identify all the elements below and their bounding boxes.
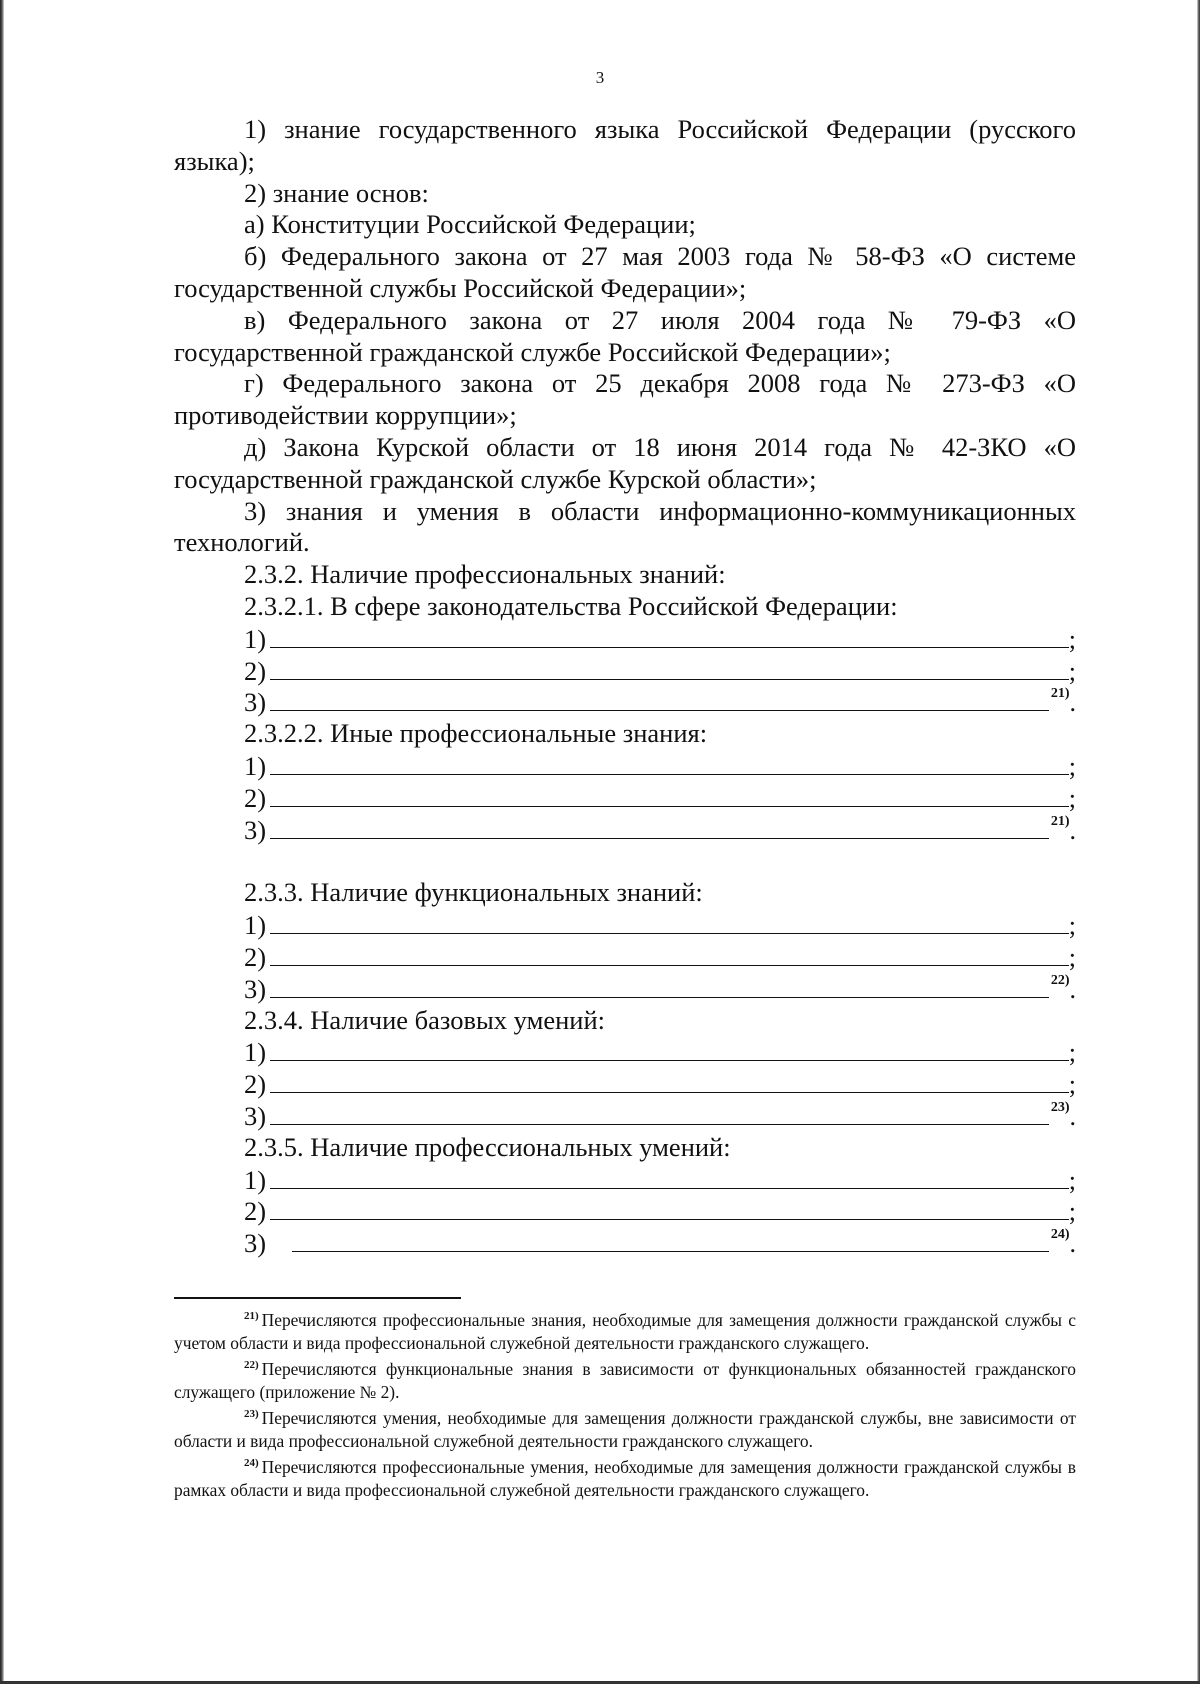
fill-line[interactable] bbox=[174, 1100, 1076, 1132]
scan-edge-left bbox=[0, 0, 4, 1684]
line-ending: ; bbox=[1068, 783, 1076, 813]
paragraph-item-2b: б) Федерального закона от 27 мая 2003 года № 58-ФЗ «О системе государственной службы Российской Федерации»; bbox=[174, 241, 1076, 303]
section-spacer bbox=[174, 845, 1076, 877]
blank-line[interactable] bbox=[270, 1100, 1049, 1125]
footnote-ref: 21) bbox=[1050, 686, 1070, 702]
paragraph-item-2g: г) Федерального закона от 25 декабря 2008 года № 273-ФЗ «О противодействии коррупции»; bbox=[174, 368, 1076, 431]
line-ending: . bbox=[1069, 1229, 1076, 1259]
item-number: 1) bbox=[244, 910, 267, 941]
blank-line[interactable] bbox=[270, 655, 1069, 680]
fill-line[interactable] bbox=[174, 909, 1076, 941]
blank-line[interactable] bbox=[270, 909, 1069, 934]
footnote-mark: 21) bbox=[244, 1310, 259, 1323]
fill-line[interactable] bbox=[174, 655, 1076, 687]
line-ending: ; bbox=[1068, 1165, 1076, 1195]
item-number: 2) bbox=[244, 655, 267, 686]
footnote-ref: 21) bbox=[1050, 813, 1070, 829]
fill-line[interactable] bbox=[174, 1195, 1076, 1227]
line-ending: ; bbox=[1068, 942, 1076, 972]
paragraph-item-2d: д) Закона Курской области от 18 июня 2014 года № 42-ЗКО «О государственной гражданской службе Курской области»; bbox=[174, 431, 1076, 494]
item-number: 3) bbox=[244, 1100, 267, 1131]
fill-line[interactable] bbox=[174, 623, 1076, 655]
line-ending: ; bbox=[1068, 751, 1076, 781]
paragraph-item-2: 2) знание основ: bbox=[244, 177, 429, 208]
fill-line[interactable] bbox=[174, 1164, 1076, 1196]
line-ending: ; bbox=[1068, 1070, 1076, 1100]
footnote-text: Перечисляются функциональные знания в зависимости от функциональных обязанностей гражданского служащего (приложение № 2). bbox=[174, 1359, 1076, 1402]
item-number: 3) bbox=[244, 973, 267, 1004]
section-2-3-2-title: 2.3.2. Наличие профессиональных знаний: bbox=[244, 559, 726, 590]
section-2-3-5-title: 2.3.5. Наличие профессиональных умений: bbox=[244, 1131, 731, 1162]
line-ending: ; bbox=[1068, 656, 1076, 686]
item-number: 1) bbox=[244, 1164, 267, 1195]
item-number: 3) bbox=[244, 687, 267, 718]
line-ending: . bbox=[1069, 815, 1076, 845]
footnote-separator bbox=[174, 1297, 461, 1299]
blank-line[interactable] bbox=[270, 1068, 1069, 1093]
paragraph-item-2a: а) Конституции Российской Федерации; bbox=[244, 209, 696, 240]
footnote-text: Перечисляются умения, необходимые для замещения должности гражданской службы, вне зависимости от области и вида профессиональной служебной деятельности гражданского служащего. bbox=[174, 1408, 1076, 1451]
line-ending: ; bbox=[1068, 1197, 1076, 1227]
fill-line[interactable] bbox=[174, 782, 1076, 814]
paragraph-item-3: 3) знания и умения в области информационно-коммуникационных технологий. bbox=[174, 495, 1076, 558]
footnote-mark: 23) bbox=[244, 1408, 259, 1421]
document-body bbox=[174, 114, 1076, 1259]
blank-line[interactable] bbox=[270, 623, 1069, 648]
item-number: 1) bbox=[244, 1037, 267, 1068]
footnote-mark: 24) bbox=[244, 1457, 259, 1470]
footnote-ref: 22) bbox=[1050, 972, 1070, 988]
footnote-mark: 22) bbox=[244, 1359, 259, 1372]
fill-line[interactable] bbox=[174, 814, 1076, 846]
blank-line[interactable] bbox=[270, 973, 1049, 998]
item-number: 2) bbox=[244, 1069, 267, 1100]
line-ending: ; bbox=[1068, 1038, 1076, 1068]
fill-line[interactable] bbox=[174, 973, 1076, 1005]
line-ending: ; bbox=[1068, 624, 1076, 654]
line-ending: . bbox=[1069, 688, 1076, 718]
line-ending: . bbox=[1069, 974, 1076, 1004]
footnotes bbox=[174, 1309, 1076, 1502]
fill-line[interactable] bbox=[174, 750, 1076, 782]
item-number: 3) bbox=[244, 814, 267, 845]
page-number: 3 bbox=[595, 68, 605, 87]
section-2-3-4-title: 2.3.4. Наличие базовых умений: bbox=[244, 1004, 606, 1035]
blank-line[interactable] bbox=[270, 1195, 1069, 1220]
footnote-ref: 23) bbox=[1050, 1099, 1070, 1115]
fill-line[interactable] bbox=[174, 686, 1076, 718]
item-number: 1) bbox=[244, 623, 267, 654]
item-number: 1) bbox=[244, 750, 267, 781]
blank-line[interactable] bbox=[270, 814, 1049, 839]
blank-line[interactable] bbox=[270, 686, 1049, 711]
paragraph-item-1: 1) знание государственного языка Российской Федерации (русского языка); bbox=[174, 114, 1076, 176]
fill-line[interactable] bbox=[174, 1068, 1076, 1100]
blank-line[interactable] bbox=[270, 941, 1069, 966]
blank-line[interactable] bbox=[292, 1227, 1049, 1252]
fill-line[interactable] bbox=[174, 1036, 1076, 1068]
footnote-24 bbox=[174, 1456, 1076, 1502]
fill-line[interactable] bbox=[174, 941, 1076, 973]
item-number: 2) bbox=[244, 941, 267, 972]
paragraph-item-2v: в) Федерального закона от 27 июля 2004 года № 79-ФЗ «О государственной гражданской службе Российской Федерации»; bbox=[174, 304, 1076, 367]
blank-line[interactable] bbox=[270, 750, 1069, 775]
item-number: 2) bbox=[244, 782, 267, 813]
line-ending: ; bbox=[1068, 911, 1076, 941]
section-2-3-3-title: 2.3.3. Наличие функциональных знаний: bbox=[244, 877, 703, 908]
footnote-ref: 24) bbox=[1050, 1227, 1070, 1243]
line-ending: . bbox=[1069, 1101, 1076, 1131]
blank-line[interactable] bbox=[270, 1164, 1069, 1189]
footnote-22 bbox=[174, 1358, 1076, 1404]
item-number: 2) bbox=[244, 1196, 267, 1227]
footnote-text: Перечисляются профессиональные знания, необходимые для замещения должности гражданской службы с учетом области и вида профессиональной служебной деятельности гражданского служащего. bbox=[174, 1310, 1076, 1353]
blank-line[interactable] bbox=[270, 1036, 1069, 1061]
footnote-21 bbox=[174, 1309, 1076, 1355]
blank-line[interactable] bbox=[270, 782, 1069, 807]
footnote-text: Перечисляются профессиональные умения, необходимые для замещения должности гражданской службы в рамках области и вида профессиональной служебной деятельности гражданского служащего. bbox=[174, 1457, 1076, 1500]
section-2-3-2-2-title: 2.3.2.2. Иные профессиональные знания: bbox=[244, 718, 708, 749]
item-number: 3) bbox=[244, 1228, 267, 1259]
fill-line[interactable] bbox=[174, 1227, 1076, 1259]
section-2-3-2-1-title: 2.3.2.1. В сфере законодательства Российской Федерации: bbox=[244, 590, 898, 621]
footnote-23 bbox=[174, 1407, 1076, 1453]
